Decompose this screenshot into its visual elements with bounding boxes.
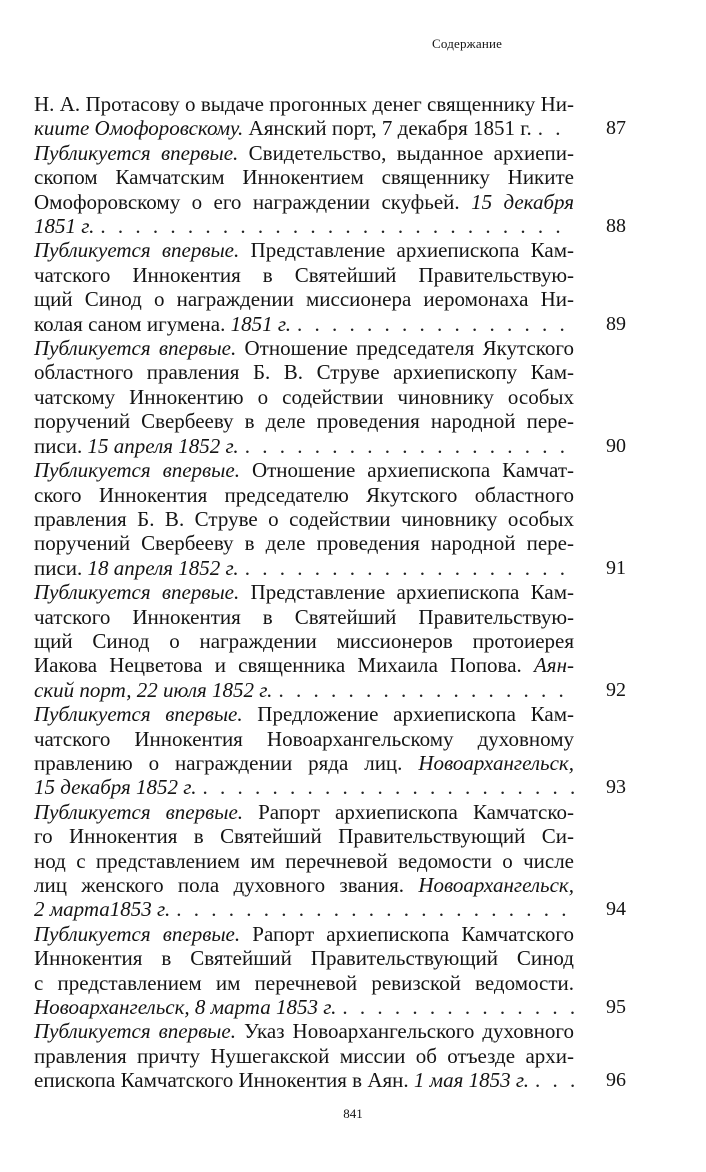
toc-entry-text xyxy=(34,678,272,702)
leader-dots xyxy=(202,775,574,799)
toc-entry-line xyxy=(34,605,574,629)
leader-dots xyxy=(535,1068,574,1092)
toc-entry-line xyxy=(34,458,574,482)
toc-entry-plain: поручений Свербееву в деле проведения народной пере- xyxy=(34,409,574,434)
toc-entry-plain: скопом Камчатским Иннокентием священнику Никите xyxy=(34,165,574,190)
toc-entry-text xyxy=(34,824,574,848)
toc-entry-italic: Публикуется впервые. xyxy=(34,458,240,483)
toc-page-number: 93 xyxy=(606,776,626,799)
toc-entry-text xyxy=(34,897,170,921)
toc-entry-line xyxy=(34,434,574,458)
toc-entry-plain: Свидетельство, выданное архиепи- xyxy=(238,140,574,165)
toc-entry-text xyxy=(34,531,574,555)
toc-entry-italic: 15 декабря 1852 г. xyxy=(34,775,197,800)
toc-page-number: 89 xyxy=(606,312,626,335)
toc-entry-text xyxy=(34,1044,574,1068)
toc-entry-text xyxy=(34,287,574,311)
toc-entry-italic: Публикуется впервые. xyxy=(34,580,240,605)
toc-entry-text xyxy=(34,800,574,824)
toc-list xyxy=(34,92,626,1093)
toc-entry-plain: Рапорт архиепископа Камчатского xyxy=(240,921,574,946)
toc-entry-text xyxy=(34,995,336,1019)
toc-entry-italic: 2 марта1853 г. xyxy=(34,897,171,922)
toc-entry[interactable] xyxy=(34,580,626,702)
toc-entry-italic: Новоархангельск, xyxy=(418,873,574,897)
toc-entry-plain: правления причту Нушегакской миссии об отъезде архи- xyxy=(34,1043,574,1068)
toc-entry-italic: ский порт, 22 июля 1852 г. xyxy=(34,677,273,702)
toc-entry-plain: чатскому Иннокентию о содействии чиновнику особых xyxy=(34,384,574,409)
toc-entry-plain: нод с представлением им перечневой ведомости о числе xyxy=(34,848,574,873)
toc-entry-line xyxy=(34,1044,574,1068)
toc-entry-line xyxy=(34,800,574,824)
toc-entry[interactable] xyxy=(34,141,626,239)
toc-entry-line xyxy=(34,922,574,946)
toc-entry-text xyxy=(34,849,574,873)
toc-entry-line xyxy=(34,141,574,165)
toc-entry-plain: Аянский порт, 7 декабря 1851 г. xyxy=(248,116,532,141)
toc-entry-text xyxy=(34,238,574,262)
toc-entry-plain: Иннокентия в Святейший Правительствующий Синод xyxy=(34,946,574,971)
toc-entry-line xyxy=(34,556,574,580)
toc-entry-text xyxy=(34,971,574,995)
toc-entry[interactable] xyxy=(34,336,626,458)
toc-entry-plain: писи. xyxy=(34,555,88,580)
toc-entry-line xyxy=(34,507,574,531)
leader-dots xyxy=(297,312,574,336)
toc-entry-text xyxy=(34,92,574,116)
toc-entry-plain: щий Синод о награждении миссионеров протоиерея xyxy=(34,628,574,653)
toc-entry-line xyxy=(34,483,574,507)
toc-entry-line xyxy=(34,971,574,995)
toc-entry-line xyxy=(34,678,574,702)
toc-entry-italic: 1851 г. xyxy=(34,214,95,239)
toc-entry-line xyxy=(34,190,574,214)
toc-entry-text xyxy=(34,727,574,751)
toc-entry-line xyxy=(34,360,574,384)
toc-entry-line xyxy=(34,775,574,799)
toc-entry-line xyxy=(34,580,574,604)
toc-entry-plain: правления Б. В. Струве о содействии чиновнику особых xyxy=(34,506,574,531)
leader-dots xyxy=(176,897,574,921)
toc-entry[interactable] xyxy=(34,702,626,800)
toc-entry-text xyxy=(34,434,239,458)
toc-page-number: 92 xyxy=(606,678,626,701)
toc-entry-plain: писи. xyxy=(34,433,88,458)
toc-entry-plain: Отношение председателя Якутского xyxy=(236,336,574,361)
toc-entry-line xyxy=(34,629,574,653)
toc-entry-plain: Н. А. Протасову о выдаче прогонных денег священнику Ни- xyxy=(34,92,574,116)
toc-entry[interactable] xyxy=(34,458,626,580)
toc-entry-italic: Новоархангельск, xyxy=(418,750,574,775)
leader-dots xyxy=(342,995,574,1019)
toc-entry-text xyxy=(34,336,574,360)
toc-entry-plain: Представление архиепископа Кам- xyxy=(239,238,574,263)
toc-entry-italic: 18 апреля 1852 г. xyxy=(87,555,239,580)
toc-entry-text xyxy=(34,165,574,189)
toc-entry-text xyxy=(34,141,574,165)
leader-dots xyxy=(245,556,574,580)
toc-entry-plain: чатского Иннокентия в Святейший Правительствую- xyxy=(34,262,574,287)
leader-dots xyxy=(245,434,574,458)
toc-entry-text xyxy=(34,946,574,970)
toc-entry-line xyxy=(34,1019,574,1043)
toc-entry-line xyxy=(34,263,574,287)
toc-entry-italic: 1851 г. xyxy=(230,311,292,336)
toc-entry-plain: лиц женского пола духовного звания. xyxy=(34,873,419,897)
toc-page-number: 87 xyxy=(606,117,626,140)
toc-entry-line xyxy=(34,385,574,409)
toc-entry[interactable] xyxy=(34,1019,626,1092)
toc-entry-text xyxy=(34,922,574,946)
toc-entry-line xyxy=(34,727,574,751)
toc-entry-line xyxy=(34,287,574,311)
toc-entry-text xyxy=(34,360,574,384)
toc-entry-text xyxy=(34,458,574,482)
toc-entry-italic: Публикуется впервые. xyxy=(34,799,244,824)
toc-entry-text xyxy=(34,556,239,580)
toc-entry-text xyxy=(34,214,94,238)
toc-entry-line xyxy=(34,92,574,116)
toc-entry-line xyxy=(34,214,574,238)
toc-entry-line xyxy=(34,824,574,848)
toc-entry-text xyxy=(34,1019,574,1043)
toc-entry-line xyxy=(34,336,574,360)
toc-entry-line xyxy=(34,1068,574,1092)
toc-entry-plain: Иакова Нецветова и священника Михаила Попова. xyxy=(34,653,534,678)
toc-entry-plain: колая саном игумена. xyxy=(34,311,231,336)
toc-entry-plain: Отношение архиепископа Камчат- xyxy=(239,458,574,483)
toc-entry-line xyxy=(34,165,574,189)
toc-page-number: 95 xyxy=(606,996,626,1019)
toc-page-number: 90 xyxy=(606,434,626,457)
toc-entry-text xyxy=(34,751,574,775)
toc-entry-italic: Публикуется впервые. xyxy=(34,702,243,727)
toc-entry-italic: Публикуется впервые. xyxy=(34,238,240,263)
toc-entry-italic: киите Омофоровскому. xyxy=(34,116,249,141)
toc-entry-italic: Публикуется впервые. xyxy=(34,140,239,165)
leader-dots xyxy=(278,678,574,702)
toc-entry-italic: Публикуется впервые. xyxy=(34,921,241,946)
toc-entry-text xyxy=(34,116,532,140)
toc-entry-line xyxy=(34,702,574,726)
toc-entry-line xyxy=(34,312,574,336)
toc-entry-text xyxy=(34,190,574,214)
toc-entry-text xyxy=(34,629,574,653)
toc-entry-line xyxy=(34,238,574,262)
leader-dots xyxy=(100,214,574,238)
toc-entry-line xyxy=(34,946,574,970)
toc-entry-text xyxy=(34,605,574,629)
toc-entry-plain: Омофоровскому о его награждении скуфьей. xyxy=(34,189,472,214)
toc-entry-line xyxy=(34,873,574,897)
toc-entry-line xyxy=(34,531,574,555)
toc-entry-italic: 15 апреля 1852 г. xyxy=(87,433,239,458)
running-head: Содержание xyxy=(432,36,503,51)
toc-entry-plain: Указ Новоархангельского духовного xyxy=(235,1019,574,1044)
toc-entry-text xyxy=(34,580,574,604)
toc-entry-line xyxy=(34,653,574,677)
toc-entry-italic: Новоархангельск, 8 марта 1853 г. xyxy=(34,995,337,1020)
toc-entry-line xyxy=(34,409,574,433)
toc-entry-text xyxy=(34,702,574,726)
toc-entry-text xyxy=(34,507,574,531)
toc-page-number: 88 xyxy=(606,215,626,238)
toc-entry-text xyxy=(34,775,196,799)
toc-entry-plain: Предложение архиепископа Кам- xyxy=(242,702,574,727)
toc-entry-text xyxy=(34,873,574,897)
leader-dots xyxy=(538,116,574,140)
toc-entry[interactable] xyxy=(34,800,626,922)
toc-entry-text xyxy=(34,385,574,409)
toc-entry-plain: чатского Иннокентия Новоархангельскому духовному xyxy=(34,726,574,751)
toc-entry-text xyxy=(34,263,574,287)
toc-entry-line xyxy=(34,116,574,140)
toc-entry-italic: 1 мая 1853 г. xyxy=(413,1068,530,1093)
toc-entry-italic: Аян- xyxy=(533,653,574,678)
toc-page-number: 91 xyxy=(606,556,626,579)
toc-entry-plain: чатского Иннокентия в Святейший Правительствую- xyxy=(34,604,574,629)
toc-entry-plain: щий Синод о награждении миссионера иеромонаха Ни- xyxy=(34,287,574,312)
toc-entry-plain: го Иннокентия в Святейший Правительствующий Си- xyxy=(34,824,574,849)
toc-entry-plain: епископа Камчатского Иннокентия в Аян. xyxy=(34,1068,414,1093)
toc-entry[interactable] xyxy=(34,922,626,1020)
toc-entry-line xyxy=(34,751,574,775)
toc-entry-text xyxy=(34,1068,529,1092)
toc-entry-line xyxy=(34,995,574,1019)
toc-page-number: 94 xyxy=(606,898,626,921)
toc-entry-italic: 15 декабря xyxy=(471,189,575,214)
toc-entry-plain: областного правления Б. В. Струве архиепископу Кам- xyxy=(34,360,574,385)
toc-entry[interactable] xyxy=(34,92,626,141)
toc-entry-plain: ского Иннокентия председателю Якутского областного xyxy=(34,482,574,507)
toc-entry-text xyxy=(34,312,291,336)
toc-entry-line xyxy=(34,849,574,873)
toc-entry-italic: Публикуется впервые. xyxy=(34,1019,236,1044)
toc-entry-text xyxy=(34,483,574,507)
toc-entry-plain: с представлением им перечневой ревизской ведомости. xyxy=(34,970,574,995)
toc-entry-plain: Рапорт архиепископа Камчатско- xyxy=(243,799,575,824)
page-folio: 841 xyxy=(343,1106,363,1121)
toc-entry-plain: поручений Свербееву в деле проведения народной пере- xyxy=(34,531,574,556)
toc-entry-plain: правлению о награждении ряда лиц. xyxy=(34,750,419,775)
toc-entry-line xyxy=(34,897,574,921)
toc-entry-text xyxy=(34,409,574,433)
toc-entry-italic: Публикуется впервые. xyxy=(34,336,237,361)
toc-page-number: 96 xyxy=(606,1069,626,1092)
toc-entry[interactable] xyxy=(34,238,626,336)
toc-entry-text xyxy=(34,653,574,677)
toc-entry-plain: Представление архиепископа Кам- xyxy=(239,580,574,605)
